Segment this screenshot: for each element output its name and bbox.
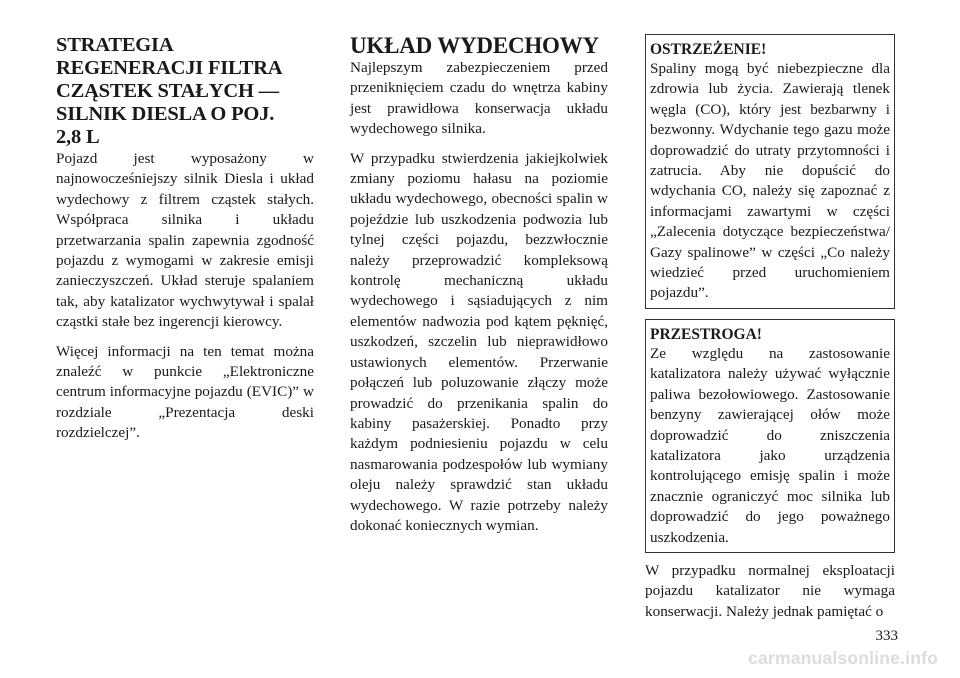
section-title bbox=[56, 34, 314, 149]
body-paragraph: Najlepszym zabezpieczeniem przed przeniknięciem czadu do wnętrza kabiny jest prawidłowa konserwacja układu wydechowego silnika. bbox=[350, 59, 608, 138]
caution-text: Ze względu na zastosowanie katalizatora należy używać wyłącznie paliwa bezołowiowego. Zastosowanie benzyny zawierającej ołów może doprowadzić do zniszczenia katalizatora jako urządzenia kontrolującego emisję spalin i może znacznie ograniczyć moc silnika lub doprowadzić do jego poważnego uszkodzenia. bbox=[650, 344, 890, 546]
body-paragraph: W przypadku stwierdzenia jakiejkolwiek zmiany poziomu hałasu na poziomie układu wydechowego, obecności spalin w pojeździe lub uszkodzenia podwozia lub tylnej części pojazdu, bezzwłocznie należy przeprowadzić kompleksową kontrolę mechaniczną układu wydechowego i sąsiadujących z nim elementów nadwozia pod kątem pęknięć, uszkodzeń, szczelin lub nieprawidłowo ustawionych elementów. Przerwanie połączeń lub poluzowanie złączy może prowadzić do przenikania spalin do kabiny pasażerskiej. Ponadto przy każdym podniesieniu pojazdu w celu nasmarowania podzespołów lub wymiany oleju należy sprawdzić stan układu wydechowego. W razie potrzeby należy dokonać koniecznych wymian. bbox=[350, 149, 608, 534]
caution-title: PRZESTROGA! bbox=[650, 325, 762, 343]
right-column bbox=[645, 34, 895, 631]
left-column bbox=[56, 34, 314, 453]
title-line: SILNIK DIESLA O POJ. bbox=[56, 103, 275, 125]
section-heading: UKŁAD WYDECHOWY bbox=[350, 33, 599, 58]
warning-title: OSTRZEŻENIE! bbox=[650, 41, 767, 58]
title-line: 2,8 L bbox=[56, 126, 100, 148]
body-paragraph: Pojazd jest wyposażony w najnowocześniejszy silnik Diesla i układ wydechowy z filtrem cząstek stałych. Współpraca silnika i układu przetwarzania spalin zapewnia zgodność pojazdu z wymogami w zakresie emisji zanieczyszczeń. Układ steruje spalaniem tak, aby katalizator wychwytywał i spalał cząstki stałe bez ingerencji kierowcy. bbox=[56, 150, 314, 331]
caution-box bbox=[645, 319, 895, 553]
middle-column bbox=[350, 34, 608, 545]
watermark: carmanualsonline.info bbox=[748, 648, 938, 668]
warning-text: Spaliny mogą być niebezpieczne dla zdrowia lub życia. Zawierają tlenek węgla (CO), który jest bezbarwny i bezwonny. Wdychanie tego gazu może doprowadzić do utraty przytomności i zatrucia. Aby nie dopuścić do wdychania CO, należy się zapoznać z informacjami zawartymi w części „Zalecenia dotyczące bezpieczeństwa/ Gazy spalinowe” w części „Co należy wiedzieć przed uruchomieniem pojazdu”. bbox=[650, 60, 890, 302]
body-paragraph: Więcej informacji na ten temat można znaleźć w punkcie „Elektroniczne centrum informacyjne pojazdu (EVIC)” w rozdziale „Prezentacja deski rozdzielczej”. bbox=[56, 342, 314, 442]
title-line: STRATEGIA bbox=[56, 34, 174, 56]
title-line: CZĄSTEK STAŁYCH — bbox=[56, 80, 279, 102]
body-paragraph: W przypadku normalnej eksploatacji pojazdu katalizator nie wymaga konserwacji. Należy jednak pamiętać o bbox=[645, 561, 895, 620]
warning-box bbox=[645, 34, 895, 309]
page-number: 333 bbox=[875, 628, 898, 644]
title-line: REGENERACJI FILTRA bbox=[56, 57, 283, 79]
